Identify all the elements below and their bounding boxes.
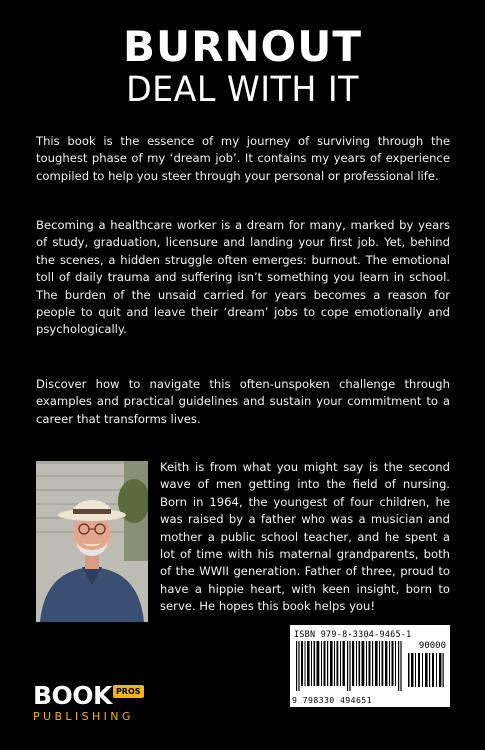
title-block (0, 24, 485, 110)
author-bio: Keith is from what you might say is the second wave of men getting into the field of nursing. Born in 1964, the youngest of four children, he was raised by a father who was a musician and mother a public school teacher, and he spent a lot of time with his maternal grandparents, both of the WWII generation. Father of three, proud to have a hippie heart, with keen insight, born to serve. He hopes this book helps you! (160, 460, 450, 614)
author-photo (36, 461, 148, 622)
book-subtitle: DEAL WITH IT (126, 70, 359, 110)
book-title: BURNOUT (122, 22, 363, 71)
publisher-name-main: BOOK (33, 681, 112, 710)
publisher-logo (33, 683, 144, 723)
isbn-barcode (290, 625, 450, 707)
barcode-bars (296, 641, 404, 691)
description-paragraph-2: Becoming a healthcare worker is a dream for many, marked by years of study, graduation, licensure and landing your first job. Yet, behind the scenes, a hidden struggle often emerges: burnout. The emotional toll of daily trauma and suffering isn’t something you learn in school. The burden of the unsaid carried for years becomes a reason for people to quit and leave their ‘dream’ jobs to cope emotionally and psychologically. (36, 218, 450, 337)
isbn-label: ISBN 979-8-3304-9465-1 (294, 629, 412, 639)
description-paragraph-3: Discover how to navigate this often-unspoken challenge through examples and practical guidelines and sustain your commitment to a career that transforms lives. (36, 377, 450, 426)
publisher-name-sub: PUBLISHING (33, 710, 134, 723)
description-paragraph-1: This book is the essence of my journey of surviving through the toughest phase of my ‘dream job’. It contains my years of experience compiled to help you steer through your personal or professional life. (36, 134, 450, 183)
barcode-digits: 9 798330 494651 (292, 695, 372, 705)
author-portrait-illustration (36, 461, 148, 622)
publisher-name-badge: PROS (113, 685, 144, 698)
price-barcode-bars (408, 653, 444, 687)
price-code: 90000 (418, 641, 446, 651)
